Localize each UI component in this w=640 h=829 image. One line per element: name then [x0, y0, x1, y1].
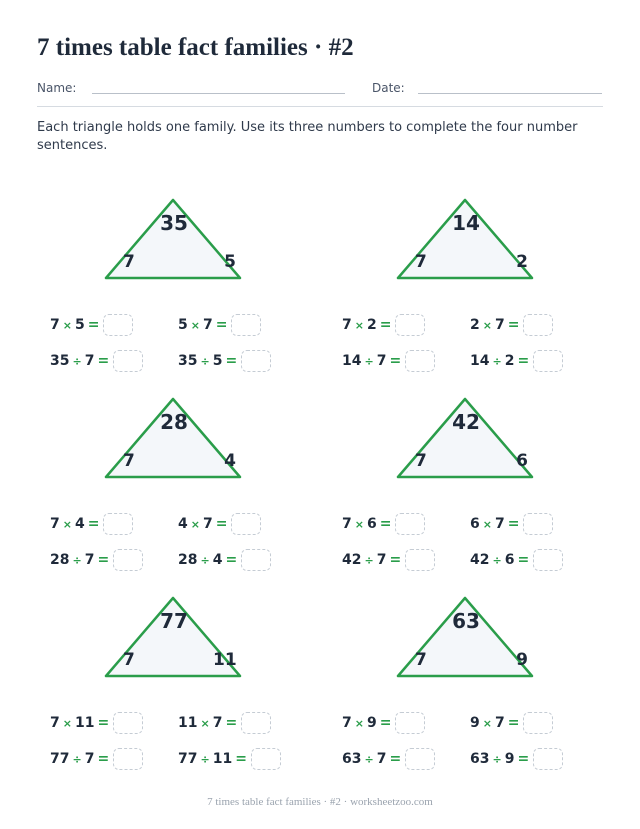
operator: ×: [62, 517, 72, 531]
answer-box[interactable]: [241, 549, 271, 571]
fact-family: [330, 595, 602, 795]
operator: ÷: [72, 752, 82, 766]
left-operand: 14: [342, 353, 362, 369]
number-sentence: [470, 350, 563, 372]
answer-box[interactable]: [395, 712, 425, 734]
left-operand: 77: [50, 751, 70, 767]
answer-box[interactable]: [405, 748, 435, 770]
fact-family: [38, 197, 310, 397]
operator: ×: [62, 716, 72, 730]
answer-box[interactable]: [405, 549, 435, 571]
triangle-factor-a: 7: [415, 650, 427, 670]
left-operand: 5: [178, 317, 188, 333]
triangle-factor-b: 4: [224, 451, 236, 471]
equals-sign: =: [517, 751, 530, 767]
answer-box[interactable]: [231, 314, 261, 336]
right-operand: 7: [494, 715, 505, 731]
answer-box[interactable]: [103, 314, 133, 336]
number-sentence: [50, 350, 143, 372]
number-sentence: [470, 712, 553, 734]
left-operand: 28: [178, 552, 198, 568]
answer-box[interactable]: [533, 549, 563, 571]
left-operand: 7: [50, 516, 60, 532]
operator: ÷: [72, 553, 82, 567]
number-sentence: [342, 748, 435, 770]
instructions: Each triangle holds one family. Use its three numbers to complete the four number sentences.: [37, 120, 578, 153]
equals-sign: =: [225, 715, 238, 731]
right-operand: 2: [366, 317, 377, 333]
left-operand: 42: [470, 552, 490, 568]
operator: ÷: [72, 354, 82, 368]
right-operand: 9: [366, 715, 377, 731]
date-label: Date:: [372, 81, 405, 95]
equals-sign: =: [225, 552, 238, 568]
number-sentence: [50, 549, 143, 571]
answer-box[interactable]: [533, 350, 563, 372]
number-sentence: [50, 314, 133, 336]
right-operand: 2: [504, 353, 515, 369]
left-operand: 7: [342, 516, 352, 532]
operator: ÷: [492, 752, 502, 766]
date-field[interactable]: [418, 93, 602, 94]
triangle-product: 14: [452, 211, 480, 235]
answer-box[interactable]: [241, 712, 271, 734]
equals-sign: =: [235, 751, 247, 767]
right-operand: 4: [212, 552, 223, 568]
number-sentence: [470, 513, 553, 535]
answer-box[interactable]: [113, 748, 143, 770]
number-sentence: [342, 314, 425, 336]
right-operand: 7: [376, 552, 387, 568]
left-operand: 77: [178, 751, 198, 767]
equals-sign: =: [87, 516, 100, 532]
triangle-factor-b: 9: [516, 650, 528, 670]
triangle-factor-a: 7: [123, 650, 135, 670]
answer-box[interactable]: [103, 513, 133, 535]
answer-box[interactable]: [395, 513, 425, 535]
right-operand: 6: [366, 516, 377, 532]
equals-sign: =: [225, 353, 238, 369]
answer-box[interactable]: [231, 513, 261, 535]
operator: ×: [482, 318, 492, 332]
triangle-product: 35: [160, 211, 188, 235]
triangle-factor-a: 7: [415, 252, 427, 272]
right-operand: 4: [74, 516, 85, 532]
equals-sign: =: [517, 552, 530, 568]
answer-box[interactable]: [523, 712, 553, 734]
number-sentence: [342, 350, 435, 372]
answer-box[interactable]: [523, 314, 553, 336]
left-operand: 11: [178, 715, 198, 731]
name-field[interactable]: [92, 93, 345, 94]
left-operand: 4: [178, 516, 188, 532]
equals-sign: =: [379, 715, 392, 731]
right-operand: 11: [74, 715, 95, 731]
right-operand: 7: [376, 353, 387, 369]
operator: ×: [482, 517, 492, 531]
answer-box[interactable]: [395, 314, 425, 336]
operator: ×: [190, 517, 200, 531]
number-sentence: [178, 513, 261, 535]
answer-box[interactable]: [113, 549, 143, 571]
number-sentence: [470, 549, 563, 571]
triangle-factor-b: 6: [516, 451, 528, 471]
left-operand: 63: [470, 751, 490, 767]
left-operand: 7: [50, 317, 60, 333]
header-divider: [37, 106, 603, 107]
right-operand: 9: [504, 751, 515, 767]
triangle-factor-b: 5: [224, 252, 236, 272]
operator: ÷: [364, 354, 374, 368]
right-operand: 5: [74, 317, 85, 333]
operator: ÷: [200, 354, 210, 368]
name-label: Name:: [37, 81, 77, 95]
left-operand: 7: [342, 317, 352, 333]
operator: ÷: [492, 354, 502, 368]
equals-sign: =: [215, 516, 228, 532]
triangle-product: 77: [160, 609, 188, 633]
left-operand: 35: [178, 353, 198, 369]
left-operand: 42: [342, 552, 362, 568]
left-operand: 2: [470, 317, 480, 333]
equals-sign: =: [507, 317, 520, 333]
right-operand: 7: [212, 715, 223, 731]
answer-box[interactable]: [113, 350, 143, 372]
equals-sign: =: [97, 552, 110, 568]
right-operand: 7: [494, 516, 505, 532]
right-operand: 7: [84, 552, 95, 568]
right-operand: 11: [212, 751, 233, 767]
number-sentence: [178, 748, 281, 770]
left-operand: 9: [470, 715, 480, 731]
operator: ÷: [492, 553, 502, 567]
footer: 7 times table fact families · #2 · worksheetzoo.com: [207, 796, 433, 808]
number-sentence: [342, 513, 425, 535]
operator: ÷: [364, 752, 374, 766]
triangle-factor-a: 7: [415, 451, 427, 471]
equals-sign: =: [87, 317, 100, 333]
operator: ×: [482, 716, 492, 730]
operator: ÷: [364, 553, 374, 567]
triangle-factor-b: 11: [213, 650, 237, 670]
equals-sign: =: [389, 552, 402, 568]
operator: ×: [62, 318, 72, 332]
right-operand: 7: [202, 317, 213, 333]
equals-sign: =: [507, 715, 520, 731]
page-title: 7 times table fact families · #2: [37, 34, 354, 61]
left-operand: 63: [342, 751, 362, 767]
fact-family: [330, 396, 602, 596]
operator: ×: [354, 517, 364, 531]
equals-sign: =: [379, 317, 392, 333]
number-sentence: [342, 549, 435, 571]
fact-family: [38, 396, 310, 596]
operator: ×: [354, 716, 364, 730]
operator: ×: [190, 318, 200, 332]
number-sentence: [342, 712, 425, 734]
equals-sign: =: [389, 751, 402, 767]
number-sentence: [178, 350, 271, 372]
number-sentence: [178, 549, 271, 571]
answer-box[interactable]: [523, 513, 553, 535]
left-operand: 35: [50, 353, 70, 369]
number-sentence: [50, 748, 143, 770]
number-sentence: [50, 712, 143, 734]
left-operand: 7: [50, 715, 60, 731]
answer-box[interactable]: [113, 712, 143, 734]
equals-sign: =: [215, 317, 228, 333]
triangle-product: 63: [452, 609, 480, 633]
equals-sign: =: [507, 516, 520, 532]
triangle-factor-b: 2: [516, 252, 528, 272]
right-operand: 7: [376, 751, 387, 767]
number-sentence: [470, 748, 563, 770]
right-operand: 6: [504, 552, 515, 568]
equals-sign: =: [517, 353, 530, 369]
operator: ×: [200, 716, 210, 730]
operator: ÷: [200, 752, 210, 766]
right-operand: 5: [212, 353, 223, 369]
left-operand: 14: [470, 353, 490, 369]
right-operand: 7: [84, 353, 95, 369]
triangle-factor-a: 7: [123, 451, 135, 471]
answer-box[interactable]: [405, 350, 435, 372]
answer-box[interactable]: [533, 748, 563, 770]
left-operand: 6: [470, 516, 480, 532]
triangle-factor-a: 7: [123, 252, 135, 272]
answer-box[interactable]: [251, 748, 281, 770]
triangle-product: 28: [160, 410, 188, 434]
equals-sign: =: [389, 353, 402, 369]
right-operand: 7: [84, 751, 95, 767]
operator: ÷: [200, 553, 210, 567]
number-sentence: [178, 712, 271, 734]
number-sentence: [50, 513, 133, 535]
operator: ×: [354, 318, 364, 332]
equals-sign: =: [97, 353, 110, 369]
equals-sign: =: [97, 715, 110, 731]
right-operand: 7: [494, 317, 505, 333]
number-sentence: [470, 314, 553, 336]
left-operand: 28: [50, 552, 70, 568]
answer-box[interactable]: [241, 350, 271, 372]
number-sentence: [178, 314, 261, 336]
right-operand: 7: [202, 516, 213, 532]
equals-sign: =: [97, 751, 110, 767]
triangle-product: 42: [452, 410, 480, 434]
equals-sign: =: [379, 516, 392, 532]
left-operand: 7: [342, 715, 352, 731]
fact-family: [330, 197, 602, 397]
fact-family: [38, 595, 310, 795]
